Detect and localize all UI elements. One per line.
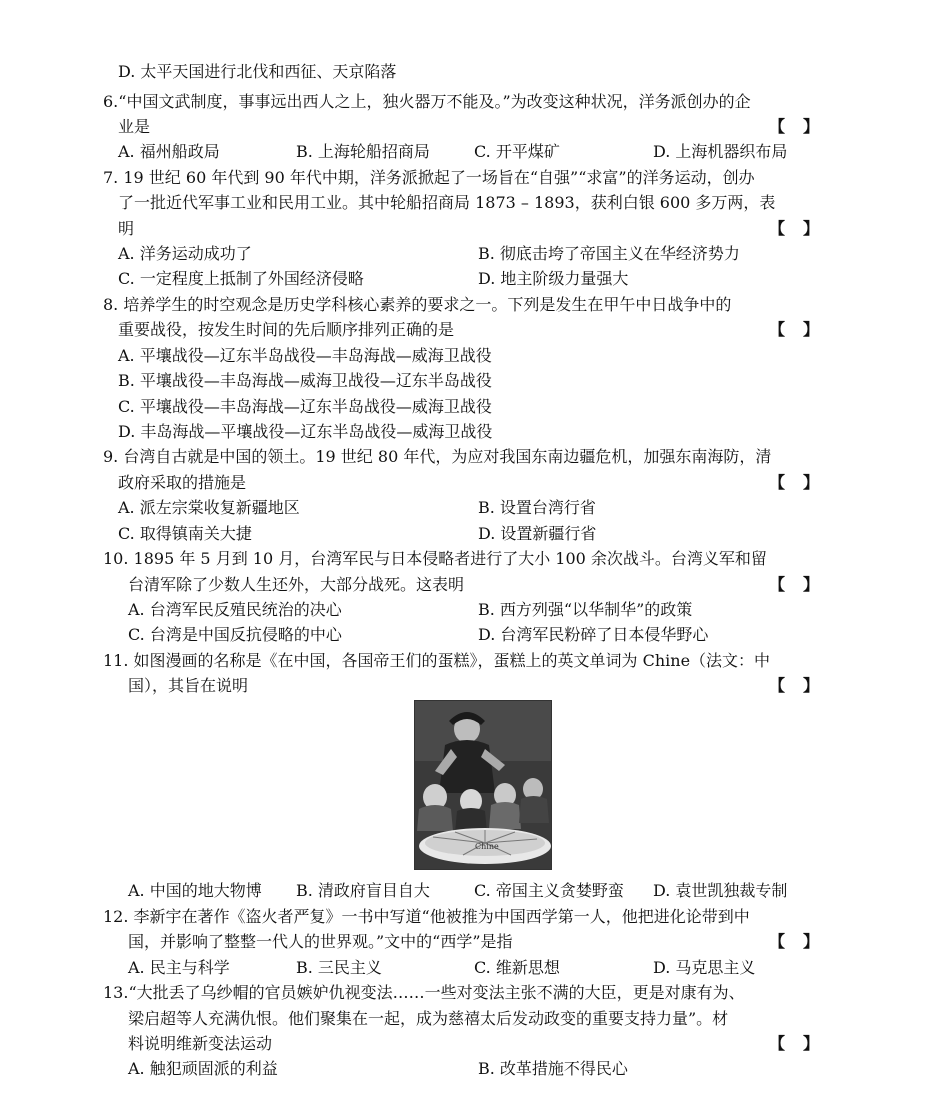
q6-option-b: B. 上海轮船招商局	[296, 142, 430, 161]
q12-option-d: D. 马克思主义	[653, 958, 756, 977]
q7-option-b: B. 彻底击垮了帝国主义在华经济势力	[478, 244, 740, 263]
q9-answer-bracket[interactable]: 【】	[768, 473, 837, 492]
q8-option-d: D. 丰岛海战—平壤战役—辽东半岛战役—威海卫战役	[118, 422, 493, 441]
q9-stem-line1: 9. 台湾自古就是中国的领土。19 世纪 80 年代，为应对我国东南边疆危机，加强东南海防，清	[103, 447, 772, 466]
q13-stem-line1: 13.“大批丢了乌纱帽的官员嫉妒仇视变法……一些对变法主张不满的大臣，更是对康有为、	[103, 983, 745, 1002]
q7-option-a: A. 洋务运动成功了	[118, 244, 252, 263]
q13-option-b: B. 改革措施不得民心	[478, 1059, 628, 1078]
q13-option-a: A. 触犯顽固派的利益	[128, 1059, 278, 1078]
q6-option-c: C. 开平煤矿	[474, 142, 560, 161]
q11-option-d: D. 袁世凯独裁专制	[653, 881, 788, 900]
q7-stem-line2: 了一批近代军事工业和民用工业。其中轮船招商局 1873 – 1893，获利白银 600 多万两，表	[118, 193, 776, 212]
q7-stem-line3: 明	[118, 219, 135, 238]
q10-option-d: D. 台湾军民粉碎了日本侵华野心	[478, 625, 709, 644]
cake-cartoon-image	[414, 700, 552, 870]
q9-stem-line2: 政府采取的措施是	[118, 473, 247, 492]
q9-option-b: B. 设置台湾行省	[478, 498, 596, 517]
q8-stem-line2: 重要战役，按发生时间的先后顺序排列正确的是	[118, 320, 455, 339]
cake-label: Chine	[475, 842, 499, 851]
q6-answer-bracket[interactable]: 【】	[768, 117, 837, 136]
q8-stem-line1: 8. 培养学生的时空观念是历史学科核心素养的要求之一。下列是发生在甲午中日战争中的	[103, 295, 732, 314]
q9-option-c: C. 取得镇南关大捷	[118, 524, 252, 543]
q11-stem-line1: 11. 如图漫画的名称是《在中国，各国帝王们的蛋糕》，蛋糕上的英文单词为 Chine（法文：中	[103, 651, 771, 670]
q13-answer-bracket[interactable]: 【】	[768, 1034, 837, 1053]
q13-stem-line2: 梁启超等人充满仇恨。他们聚集在一起，成为慈禧太后发动政变的重要支持力量”。材	[128, 1009, 729, 1028]
q9-option-d: D. 设置新疆行省	[478, 524, 597, 543]
q11-option-b: B. 清政府盲目自大	[296, 881, 430, 900]
q12-option-b: B. 三民主义	[296, 958, 382, 977]
q7-option-c: C. 一定程度上抵制了外国经济侵略	[118, 269, 364, 288]
q5-option-d: D. 太平天国进行北伐和西征、天京陷落	[118, 62, 397, 81]
q12-answer-bracket[interactable]: 【】	[768, 932, 837, 951]
q12-option-a: A. 民主与科学	[128, 958, 230, 977]
q11-option-c: C. 帝国主义贪婪野蛮	[474, 881, 624, 900]
q12-option-c: C. 维新思想	[474, 958, 560, 977]
q10-stem-line2: 台清军除了少数人生还外，大部分战死。这表明	[128, 575, 465, 594]
q6-stem-line1: 6.“中国文武制度，事事远出西人之上，独火器万不能及。”为改变这种状况，洋务派创办的企	[103, 92, 751, 111]
q11-stem-line2: 国），其旨在说明	[128, 676, 249, 695]
q7-answer-bracket[interactable]: 【】	[768, 219, 837, 238]
q8-answer-bracket[interactable]: 【】	[768, 320, 837, 339]
q7-option-d: D. 地主阶级力量强大	[478, 269, 629, 288]
q12-stem-line1: 12. 李新宇在著作《盗火者严复》一书中写道“他被推为中国西学第一人，他把进化论带到中	[103, 907, 750, 926]
q6-stem-line2: 业是	[118, 117, 151, 136]
cartoon-drawing	[415, 701, 551, 869]
q6-option-a: A. 福州船政局	[118, 142, 220, 161]
q8-option-b: B. 平壤战役—丰岛海战—威海卫战役—辽东半岛战役	[118, 371, 492, 390]
q9-option-a: A. 派左宗棠收复新疆地区	[118, 498, 300, 517]
q10-option-a: A. 台湾军民反殖民统治的决心	[128, 600, 342, 619]
q12-stem-line2: 国，并影响了整整一代人的世界观。”文中的“西学”是指	[128, 932, 513, 951]
q10-option-c: C. 台湾是中国反抗侵略的中心	[128, 625, 342, 644]
q11-answer-bracket[interactable]: 【】	[768, 676, 837, 695]
q8-option-c: C. 平壤战役—丰岛海战—辽东半岛战役—威海卫战役	[118, 397, 492, 416]
q8-option-a: A. 平壤战役—辽东半岛战役—丰岛海战—威海卫战役	[118, 346, 492, 365]
q10-stem-line1: 10. 1895 年 5 月到 10 月，台湾军民与日本侵略者进行了大小 100 余次战斗。台湾义军和留	[103, 549, 767, 568]
q13-stem-line3: 料说明维新变法运动	[128, 1034, 273, 1053]
q10-option-b: B. 西方列强“以华制华”的政策	[478, 600, 693, 619]
q10-answer-bracket[interactable]: 【】	[768, 575, 837, 594]
q6-option-d: D. 上海机器织布局	[653, 142, 788, 161]
q11-option-a: A. 中国的地大物博	[128, 881, 262, 900]
q7-stem-line1: 7. 19 世纪 60 年代到 90 年代中期，洋务派掀起了一场旨在“自强”“求富”的洋务运动，创办	[103, 168, 755, 187]
